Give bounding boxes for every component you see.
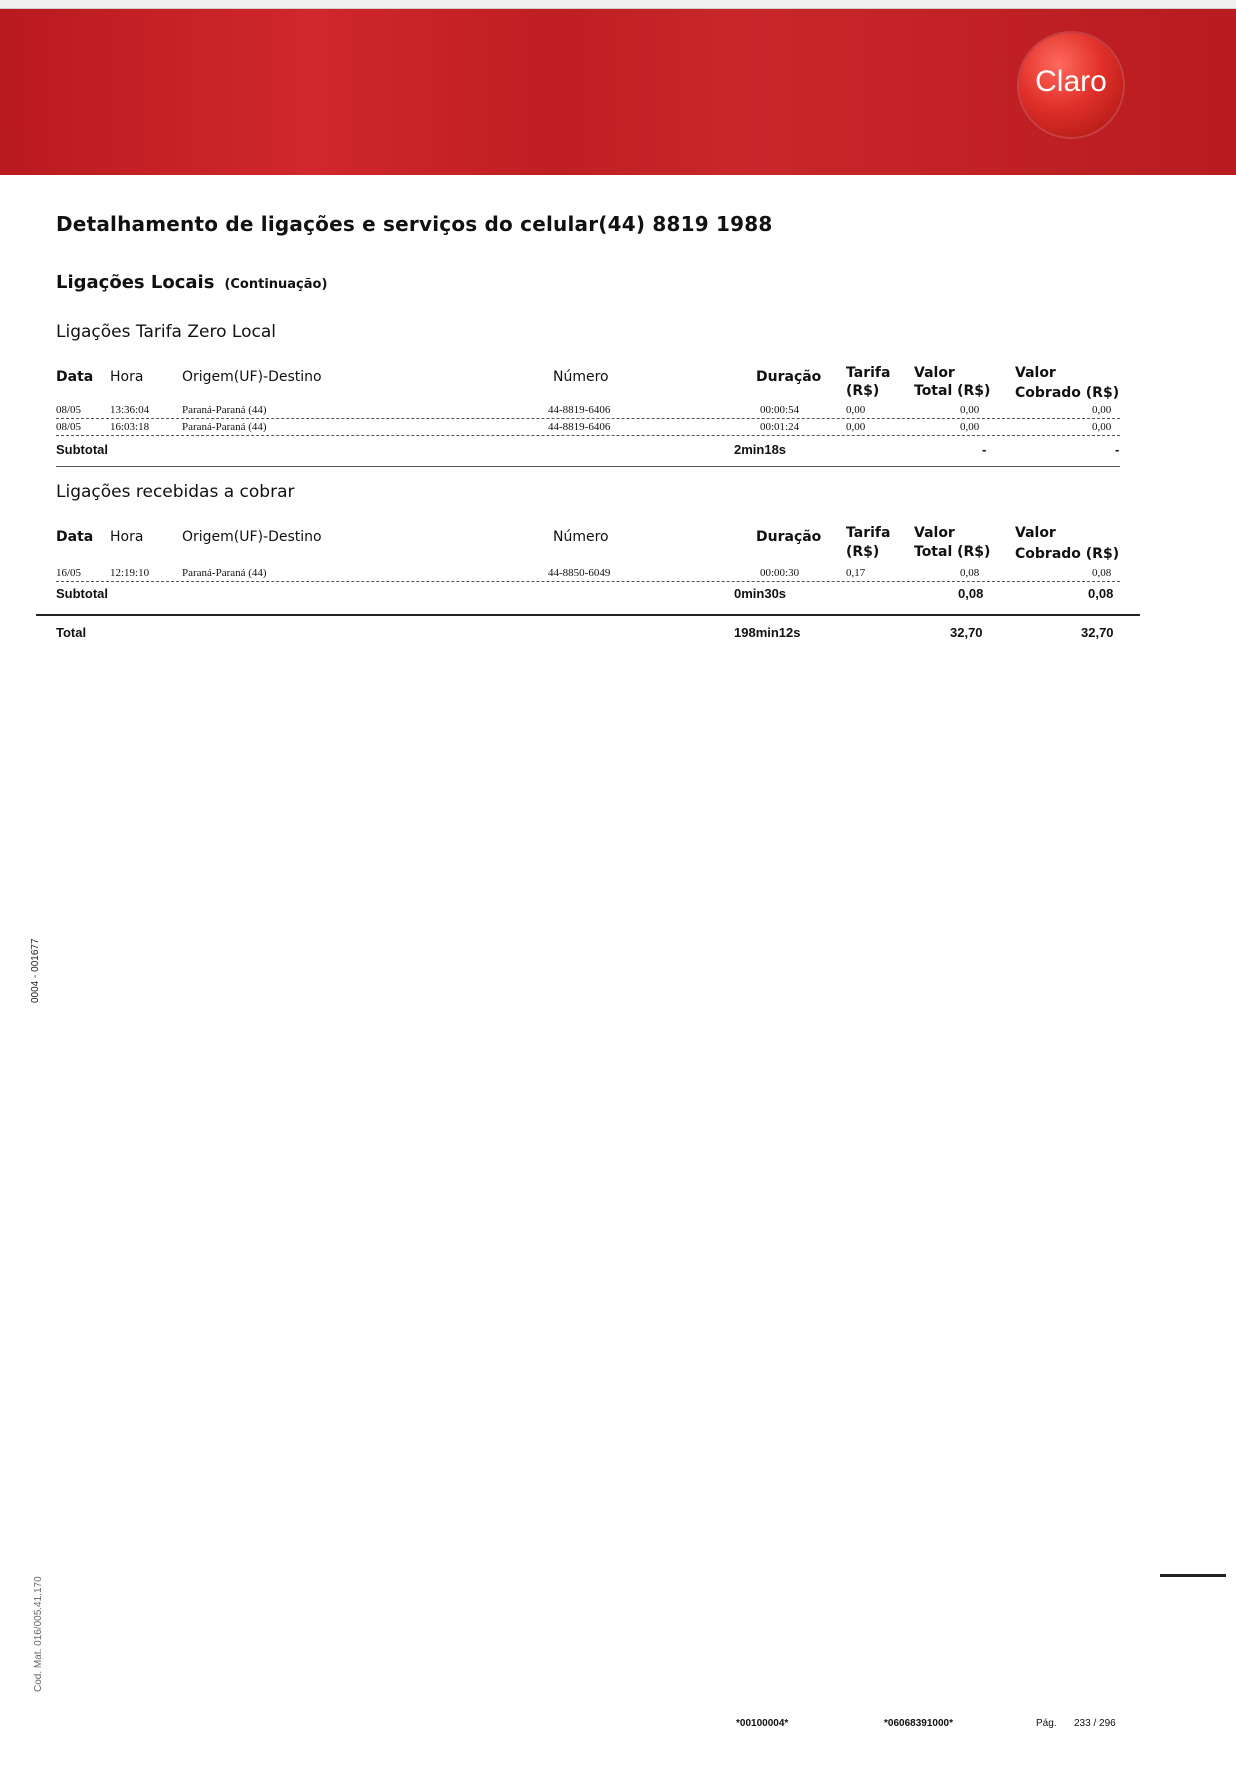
- group1-title: Ligações Tarifa Zero Local: [56, 322, 276, 342]
- col-tarifa-unit: (R$): [846, 383, 880, 399]
- col-duracao: Duração: [756, 369, 822, 385]
- row-data: 16/05: [56, 567, 82, 579]
- subtotal-total: 0,08: [958, 586, 984, 601]
- row-cobrado: 0,00: [1092, 404, 1112, 416]
- subtotal-cobrado: -: [1115, 442, 1120, 457]
- divider: [56, 466, 1120, 467]
- col-tarifa-unit: (R$): [846, 544, 880, 560]
- total-duracao: 198min12s: [734, 625, 801, 640]
- row-tarifa: 0,17: [846, 567, 866, 579]
- row-total: 0,00: [960, 421, 980, 433]
- row-hora: 16:03:18: [110, 421, 150, 433]
- row-total: 0,08: [960, 567, 980, 579]
- side-code: 0004 - 001677: [30, 938, 41, 1003]
- col-valor-cobrado: Valor: [1015, 365, 1056, 381]
- row-numero: 44-8819-6406: [548, 404, 611, 416]
- material-code: Cod. Mat. 016/005.41.170: [33, 1576, 44, 1692]
- col-origem: Origem(UF)-Destino: [182, 529, 322, 545]
- row-hora: 12:19:10: [110, 567, 150, 579]
- subtotal-cobrado: 0,08: [1088, 586, 1114, 601]
- total-cobrado: 32,70: [1081, 625, 1114, 640]
- total-valor: 32,70: [950, 625, 983, 640]
- row-total: 0,00: [960, 404, 980, 416]
- subtotal-label: Subtotal: [56, 442, 108, 457]
- row-data: 08/05: [56, 421, 82, 433]
- row-tarifa: 0,00: [846, 404, 866, 416]
- col-valor-total: Valor: [914, 365, 955, 381]
- col-data: Data: [56, 529, 94, 545]
- col-data: Data: [56, 369, 94, 385]
- row-data: 08/05: [56, 404, 82, 416]
- row-origem: Paraná-Paraná (44): [182, 567, 267, 579]
- col-valor-cobrado-unit: Cobrado (R$): [1015, 546, 1120, 562]
- section-title: [56, 272, 327, 293]
- table-row: [56, 567, 1120, 582]
- col-numero: Número: [553, 529, 609, 545]
- subtotal-duracao: 0min30s: [734, 586, 787, 601]
- col-valor-total-unit: Total (R$): [914, 383, 991, 399]
- row-cobrado: 0,00: [1092, 421, 1112, 433]
- row-numero: 44-8850-6049: [548, 567, 611, 579]
- row-duracao: 00:00:54: [760, 404, 800, 416]
- col-valor-total-unit: Total (R$): [914, 544, 991, 560]
- page-label: Pág.: [1036, 1718, 1057, 1729]
- page-mark: [1160, 1574, 1226, 1577]
- page-title: Detalhamento de ligações e serviços do celular(44) 8819 1988: [56, 212, 773, 236]
- col-origem: Origem(UF)-Destino: [182, 369, 322, 385]
- subtotal-duracao: 2min18s: [734, 442, 787, 457]
- col-valor-cobrado-unit: Cobrado (R$): [1015, 385, 1120, 401]
- col-hora: Hora: [110, 529, 144, 545]
- row-hora: 13:36:04: [110, 404, 150, 416]
- footer-code-a: *00100004*: [736, 1718, 789, 1729]
- col-valor-cobrado: Valor: [1015, 525, 1056, 541]
- row-origem: Paraná-Paraná (44): [182, 404, 267, 416]
- table-row: [56, 421, 1120, 436]
- col-duracao: Duração: [756, 529, 822, 545]
- group2-title: Ligações recebidas a cobrar: [56, 482, 295, 502]
- total-label: Total: [56, 625, 87, 640]
- subtotal-total: -: [982, 442, 987, 457]
- col-valor-total: Valor: [914, 525, 955, 541]
- row-duracao: 00:00:30: [760, 567, 800, 579]
- row-duracao: 00:01:24: [760, 421, 800, 433]
- subtotal-label: Subtotal: [56, 586, 108, 601]
- col-hora: Hora: [110, 369, 144, 385]
- row-numero: 44-8819-6406: [548, 421, 611, 433]
- col-numero: Número: [553, 369, 609, 385]
- footer-code-b: *06068391000*: [884, 1718, 953, 1729]
- section-subtitle: (Continuação): [224, 277, 328, 292]
- table-row: [56, 404, 1120, 419]
- logo-text: Claro: [1035, 65, 1107, 98]
- col-tarifa: Tarifa: [846, 365, 891, 381]
- top-rule: [0, 0, 1236, 9]
- col-tarifa: Tarifa: [846, 525, 891, 541]
- row-origem: Paraná-Paraná (44): [182, 421, 267, 433]
- section-title-text: Ligações Locais: [56, 272, 215, 293]
- total-divider: [36, 614, 1140, 616]
- row-tarifa: 0,00: [846, 421, 866, 433]
- claro-logo: [1019, 33, 1123, 137]
- page-number: 233 / 296: [1074, 1718, 1116, 1729]
- row-cobrado: 0,08: [1092, 567, 1112, 579]
